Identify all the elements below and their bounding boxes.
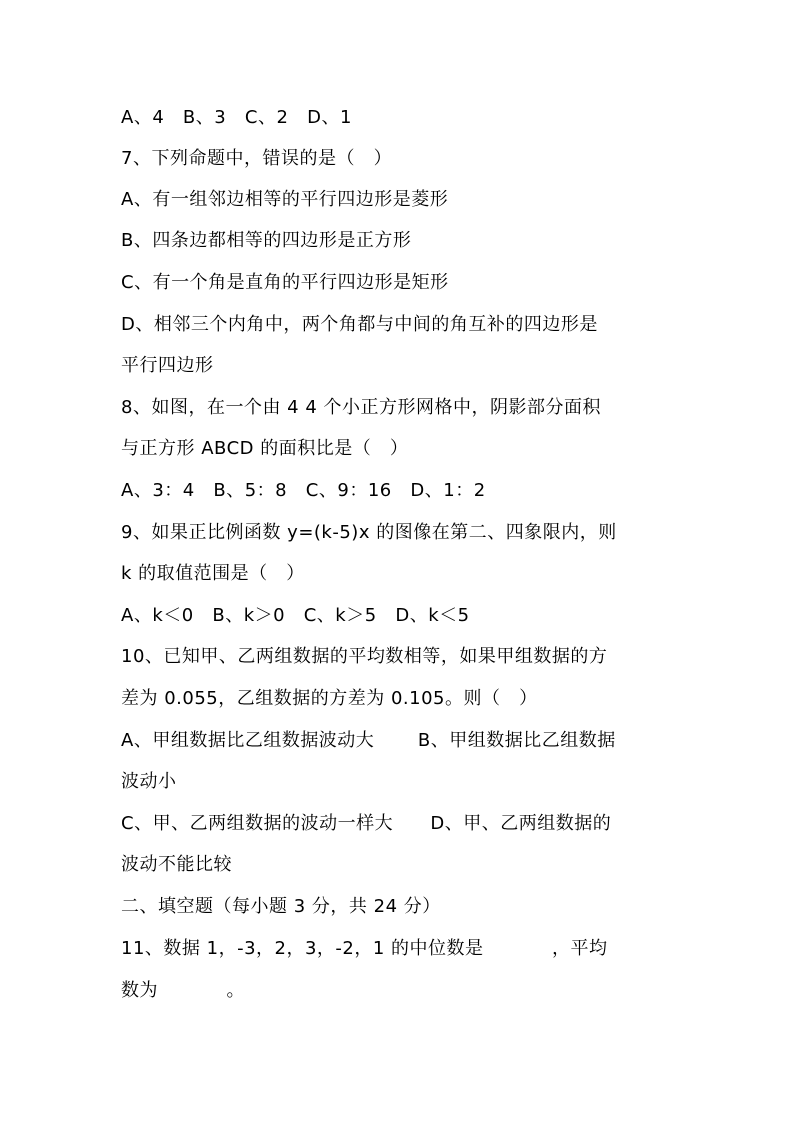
q7-option-d: D、相邻三个内角中，两个角都与中间的角互补的四边形是	[121, 314, 598, 335]
section-heading-fill-in: 二、填空题（每小题 3 分，共 24 分）	[121, 896, 441, 917]
q10-stem-continued: 差为 0.055，乙组数据的方差为 0.105。则（ ）	[121, 688, 538, 709]
q9-stem: 9、如果正比例函数 y=(k-5)x 的图像在第二、四象限内，则	[121, 522, 617, 543]
q10-options-cd: C、甲、乙两组数据的波动一样大 D、甲、乙两组数据的	[121, 813, 612, 834]
q11-stem-continued: 数为 。	[121, 980, 245, 1001]
q7-option-d-continued: 平行四边形	[121, 355, 214, 376]
q8-stem: 8、如图，在一个由 4 4 个小正方形网格中，阴影部分面积	[121, 397, 602, 418]
q6-options: A、4 B、3 C、2 D、1	[121, 107, 352, 128]
q7-option-b: B、四条边都相等的四边形是正方形	[121, 230, 412, 251]
q10-option-b-continued: 波动小	[121, 771, 177, 792]
q11-stem: 11、数据 1，-3，2，3，-2，1 的中位数是 ，平均	[121, 938, 608, 959]
q10-options-ab: A、甲组数据比乙组数据波动大 B、甲组数据比乙组数据	[121, 730, 616, 751]
q7-option-a: A、有一组邻边相等的平行四边形是菱形	[121, 189, 449, 210]
q9-stem-continued: k 的取值范围是（ ）	[121, 563, 305, 584]
q10-stem: 10、已知甲、乙两组数据的平均数相等，如果甲组数据的方	[121, 646, 608, 667]
q10-option-d-continued: 波动不能比较	[121, 854, 232, 875]
q8-stem-continued: 与正方形 ABCD 的面积比是（ ）	[121, 438, 409, 459]
q7-option-c: C、有一个角是直角的平行四边形是矩形	[121, 272, 449, 293]
q7-stem: 7、下列命题中，错误的是（ ）	[121, 148, 393, 169]
q8-options: A、3：4 B、5：8 C、9：16 D、1：2	[121, 480, 486, 501]
q9-options: A、k＜0 B、k＞0 C、k＞5 D、k＜5	[121, 605, 470, 626]
